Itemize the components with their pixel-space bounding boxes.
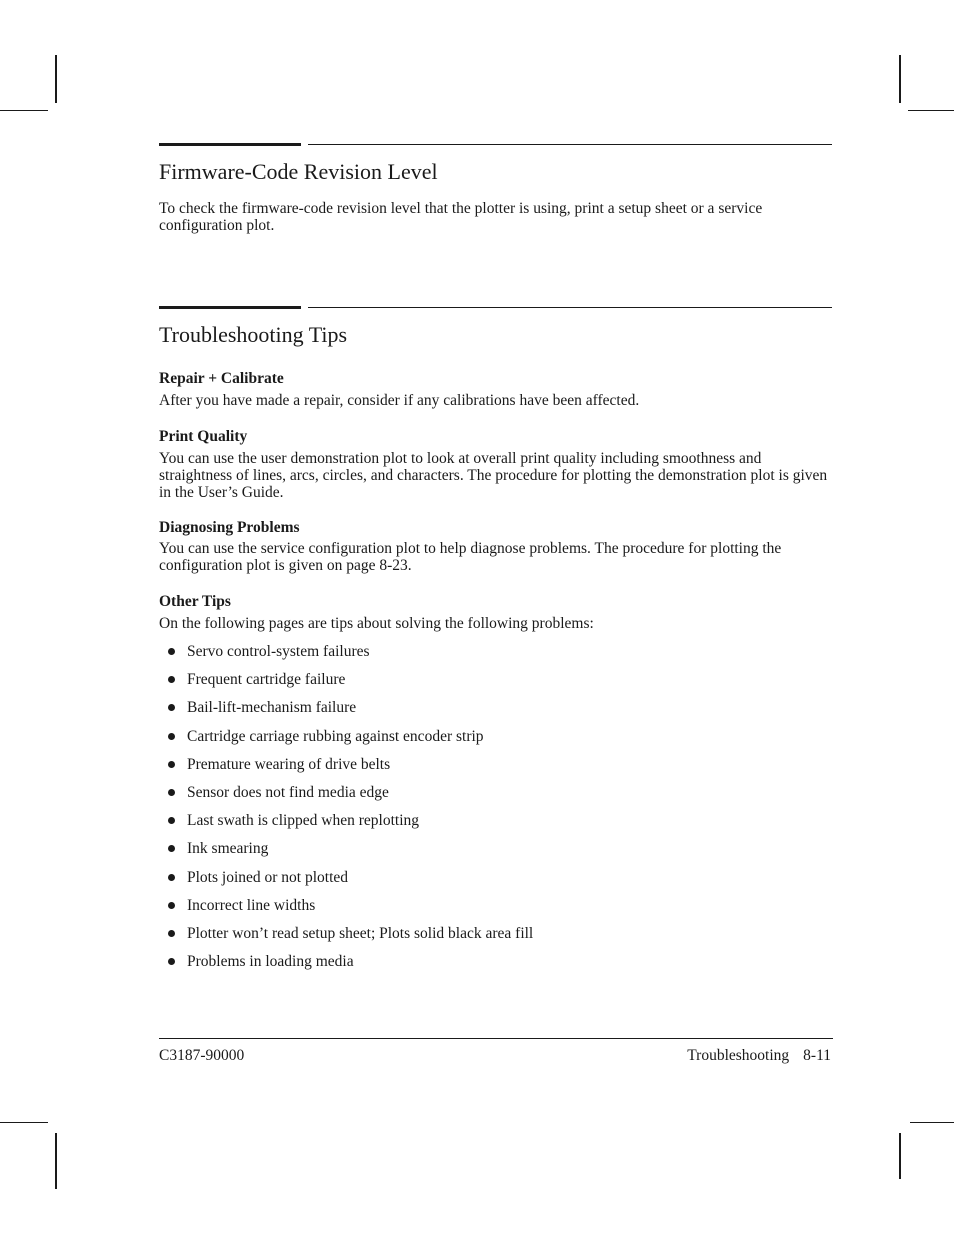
crop-mark-bottom-right-horizontal bbox=[910, 1122, 954, 1123]
footer-doc-number: C3187-90000 bbox=[159, 1047, 245, 1064]
list-item: Cartridge carriage rubbing against encoder strip bbox=[159, 727, 533, 755]
footer-page-info bbox=[687, 1046, 831, 1066]
list-item: Servo control-system failures bbox=[159, 642, 533, 670]
bullet-icon bbox=[168, 733, 175, 740]
section-rule-thin bbox=[308, 307, 832, 308]
bullet-icon bbox=[168, 817, 175, 824]
crop-mark-top-left-horizontal bbox=[0, 110, 48, 111]
crop-mark-bottom-left-horizontal bbox=[0, 1122, 48, 1123]
crop-mark-bottom-left-vertical bbox=[55, 1133, 57, 1189]
bullet-icon bbox=[168, 958, 175, 965]
bullet-icon bbox=[168, 761, 175, 768]
diagnosing-problems-text: You can use the service configuration plot to help diagnose problems. The procedure for plotting the configuration plot is given on page 8-23. bbox=[159, 540, 782, 574]
bullet-icon bbox=[168, 789, 175, 796]
footer-page-number: 8-11 bbox=[803, 1047, 831, 1064]
section-title-firmware: Firmware-Code Revision Level bbox=[159, 159, 438, 184]
bullet-icon bbox=[168, 648, 175, 655]
bullet-icon bbox=[168, 902, 175, 909]
bullet-icon bbox=[168, 930, 175, 937]
subhead-repair-calibrate: Repair + Calibrate bbox=[159, 370, 284, 387]
problem-list bbox=[159, 642, 533, 980]
bullet-icon bbox=[168, 874, 175, 881]
subhead-diagnosing-problems: Diagnosing Problems bbox=[159, 519, 300, 536]
list-item: Bail-lift-mechanism failure bbox=[159, 698, 533, 726]
list-item: Frequent cartridge failure bbox=[159, 670, 533, 698]
subhead-print-quality: Print Quality bbox=[159, 428, 248, 445]
other-tips-text: On the following pages are tips about solving the following problems: bbox=[159, 615, 594, 632]
subhead-other-tips: Other Tips bbox=[159, 593, 231, 610]
bullet-icon bbox=[168, 676, 175, 683]
list-item: Plots joined or not plotted bbox=[159, 868, 533, 896]
list-item: Premature wearing of drive belts bbox=[159, 755, 533, 783]
section-rule-thick bbox=[159, 306, 301, 309]
firmware-paragraph: To check the firmware-code revision level that the plotter is using, print a setup sheet or a service configuration plot. bbox=[159, 200, 763, 234]
list-item: Incorrect line widths bbox=[159, 896, 533, 924]
list-item: Plotter won’t read setup sheet; Plots solid black area fill bbox=[159, 924, 533, 952]
list-item: Ink smearing bbox=[159, 839, 533, 867]
list-item: Last swath is clipped when replotting bbox=[159, 811, 533, 839]
crop-mark-top-right-vertical bbox=[899, 55, 901, 103]
bullet-icon bbox=[168, 845, 175, 852]
bullet-icon bbox=[168, 704, 175, 711]
footer-rule bbox=[159, 1038, 833, 1039]
section-rule-thin bbox=[308, 144, 832, 145]
footer-chapter: Troubleshooting bbox=[687, 1047, 790, 1064]
list-item: Sensor does not find media edge bbox=[159, 783, 533, 811]
crop-mark-top-left-vertical bbox=[55, 55, 57, 103]
crop-mark-top-right-horizontal bbox=[908, 110, 954, 111]
print-quality-text: You can use the user demonstration plot to look at overall print quality including smoothness and straightness of lines, arcs, circles, and characters. The procedure for plotting the demonstration plot is given in the User’s Guide. bbox=[159, 450, 828, 501]
section-title-troubleshooting-tips: Troubleshooting Tips bbox=[159, 322, 348, 347]
list-item: Problems in loading media bbox=[159, 952, 533, 980]
repair-calibrate-text: After you have made a repair, consider if any calibrations have been affected. bbox=[159, 392, 640, 409]
section-rule-thick bbox=[159, 143, 301, 146]
crop-mark-bottom-right-vertical bbox=[899, 1133, 901, 1179]
